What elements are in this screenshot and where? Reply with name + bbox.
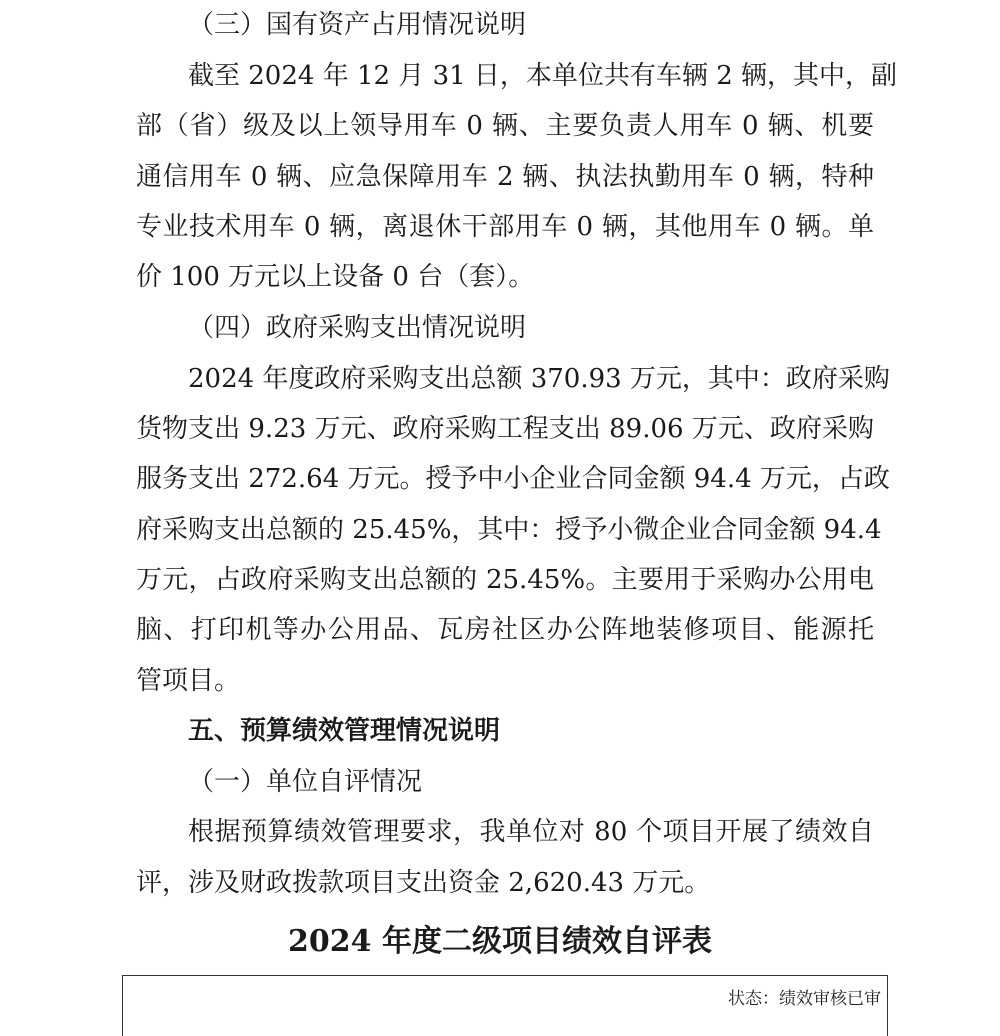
- paragraph-line: 截至 2024 年 12 月 31 日，本单位共有车辆 2 辆，其中，副: [188, 61, 897, 91]
- paragraph-line: 通信用车 0 辆、应急保障用车 2 辆、执法执勤用车 0 辆，特种: [136, 162, 874, 192]
- paragraph-line: 评，涉及财政拨款项目支出资金 2,620.43 万元。: [136, 868, 711, 898]
- status-label: 状态：绩效审核已审: [728, 989, 881, 1009]
- paragraph-line: 专业技术用车 0 辆，离退休干部用车 0 辆，其他用车 0 辆。单: [136, 212, 874, 242]
- paragraph-line: 管项目。: [136, 666, 241, 696]
- paragraph-line: 脑、打印机等办公用品、瓦房社区办公阵地装修项目、能源托: [136, 615, 874, 645]
- section-heading-assets: （三）国有资产占用情况说明: [188, 10, 527, 40]
- evaluation-table: [122, 975, 888, 1036]
- paragraph-line: 部（省）级及以上领导用车 0 辆、主要负责人用车 0 辆、机要: [136, 111, 874, 141]
- paragraph-line: 根据预算绩效管理要求，我单位对 80 个项目开展了绩效自: [188, 817, 874, 847]
- paragraph-line: 货物支出 9.23 万元、政府采购工程支出 89.06 万元、政府采购: [136, 414, 874, 444]
- paragraph-line: 万元，占政府采购支出总额的 25.45%。主要用于采购办公用电: [136, 565, 874, 595]
- sub-heading-self-evaluation: （一）单位自评情况: [188, 767, 423, 797]
- paragraph-line: 价 100 万元以上设备 0 台（套）。: [136, 262, 535, 292]
- paragraph-line: 2024 年度政府采购支出总额 370.93 万元，其中：政府采购: [188, 364, 890, 394]
- section-heading-performance: 五、预算绩效管理情况说明: [188, 716, 501, 746]
- paragraph-line: 府采购支出总额的 25.45%，其中：授予小微企业合同金额 94.4: [136, 515, 882, 545]
- section-heading-procurement: （四）政府采购支出情况说明: [188, 313, 527, 343]
- table-title: 2024 年度二级项目绩效自评表: [288, 924, 712, 959]
- paragraph-line: 服务支出 272.64 万元。授予中小企业合同金额 94.4 万元，占政: [136, 464, 890, 494]
